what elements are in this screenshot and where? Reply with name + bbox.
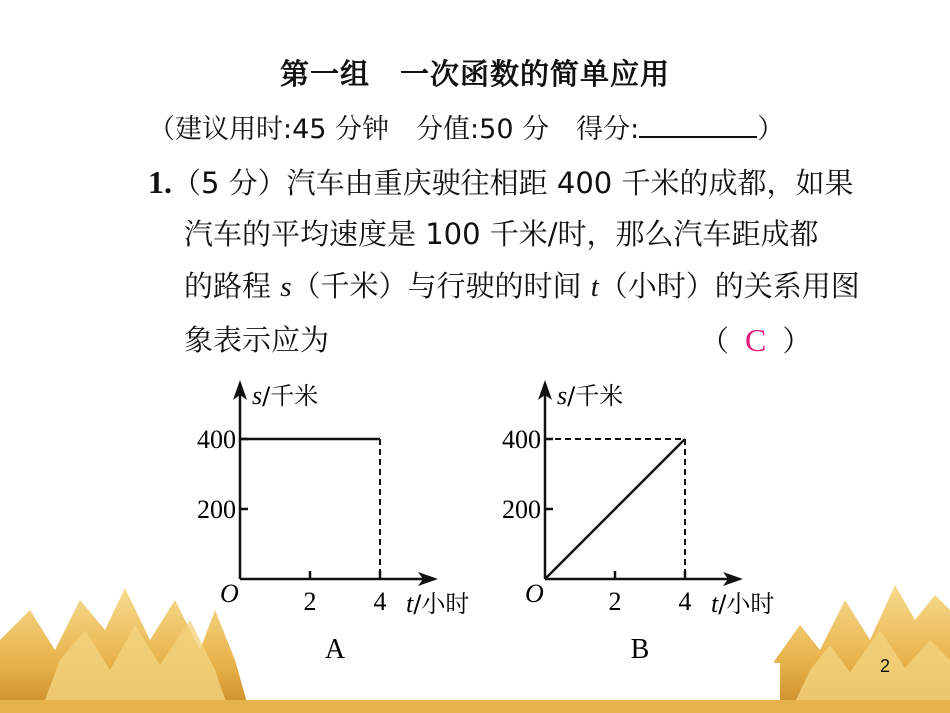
x-axis-label: t/小时 bbox=[711, 589, 775, 618]
y-axis-label: s/千米 bbox=[557, 381, 624, 410]
suggested-time: 45 bbox=[292, 114, 327, 145]
x-tick-label-2: 2 bbox=[608, 587, 622, 616]
question-line-4 bbox=[184, 320, 329, 360]
variable-s: s bbox=[280, 271, 292, 303]
score-unit: 分 得分: bbox=[513, 114, 640, 145]
x-axis-label: t/小时 bbox=[406, 589, 470, 618]
question-text-4: 象表示应为 bbox=[184, 323, 330, 357]
origin-label: O bbox=[220, 579, 239, 608]
question-text-3b: （千米）与行驶的时间 bbox=[291, 269, 591, 303]
page-number: 2 bbox=[880, 656, 891, 676]
x-tick-label-4: 4 bbox=[373, 587, 387, 616]
y-tick-label-400: 400 bbox=[197, 425, 236, 454]
time-unit: 分钟 分值: bbox=[326, 114, 480, 145]
graph-b bbox=[485, 370, 785, 670]
y-axis-label: s/千米 bbox=[252, 381, 319, 410]
info-close: ） bbox=[757, 114, 785, 145]
question-line-2 bbox=[184, 214, 819, 254]
answer-paren-close: ） bbox=[782, 324, 812, 358]
answer-bracket bbox=[700, 320, 811, 361]
x-tick-label-2: 2 bbox=[303, 587, 317, 616]
score-blank[interactable] bbox=[639, 110, 757, 138]
question-text-2: 汽车的平均速度是 100 千米/时，那么汽车距成都 bbox=[184, 217, 819, 251]
y-tick-label-200: 200 bbox=[502, 495, 541, 524]
question-text-1: （5 分）汽车由重庆驶往相距 400 千米的成都，如果 bbox=[172, 166, 854, 200]
question-line-1 bbox=[148, 162, 853, 203]
y-tick-label-200: 200 bbox=[197, 495, 236, 524]
page-title: 第一组 一次函数的简单应用 bbox=[279, 57, 670, 91]
exercise-info bbox=[148, 110, 784, 150]
y-tick-label-400: 400 bbox=[502, 425, 541, 454]
origin-label: O bbox=[525, 579, 544, 608]
x-tick-label-4: 4 bbox=[678, 587, 692, 616]
graph-b-label: B bbox=[630, 634, 650, 665]
question-text-3a: 的路程 bbox=[184, 269, 281, 303]
answer-paren-open: （ bbox=[700, 324, 730, 358]
graph-b-segment bbox=[545, 439, 685, 579]
variable-t: t bbox=[590, 271, 599, 303]
score-value: 50 bbox=[479, 114, 514, 145]
info-open: （建议用时: bbox=[148, 114, 293, 145]
answer-choice: C bbox=[745, 322, 767, 358]
question-line-3 bbox=[184, 266, 860, 307]
graph-a bbox=[180, 370, 480, 670]
graph-a-label: A bbox=[324, 634, 346, 665]
question-number: 1. bbox=[148, 164, 172, 200]
question-text-3c: （小时）的关系用图 bbox=[598, 269, 860, 303]
